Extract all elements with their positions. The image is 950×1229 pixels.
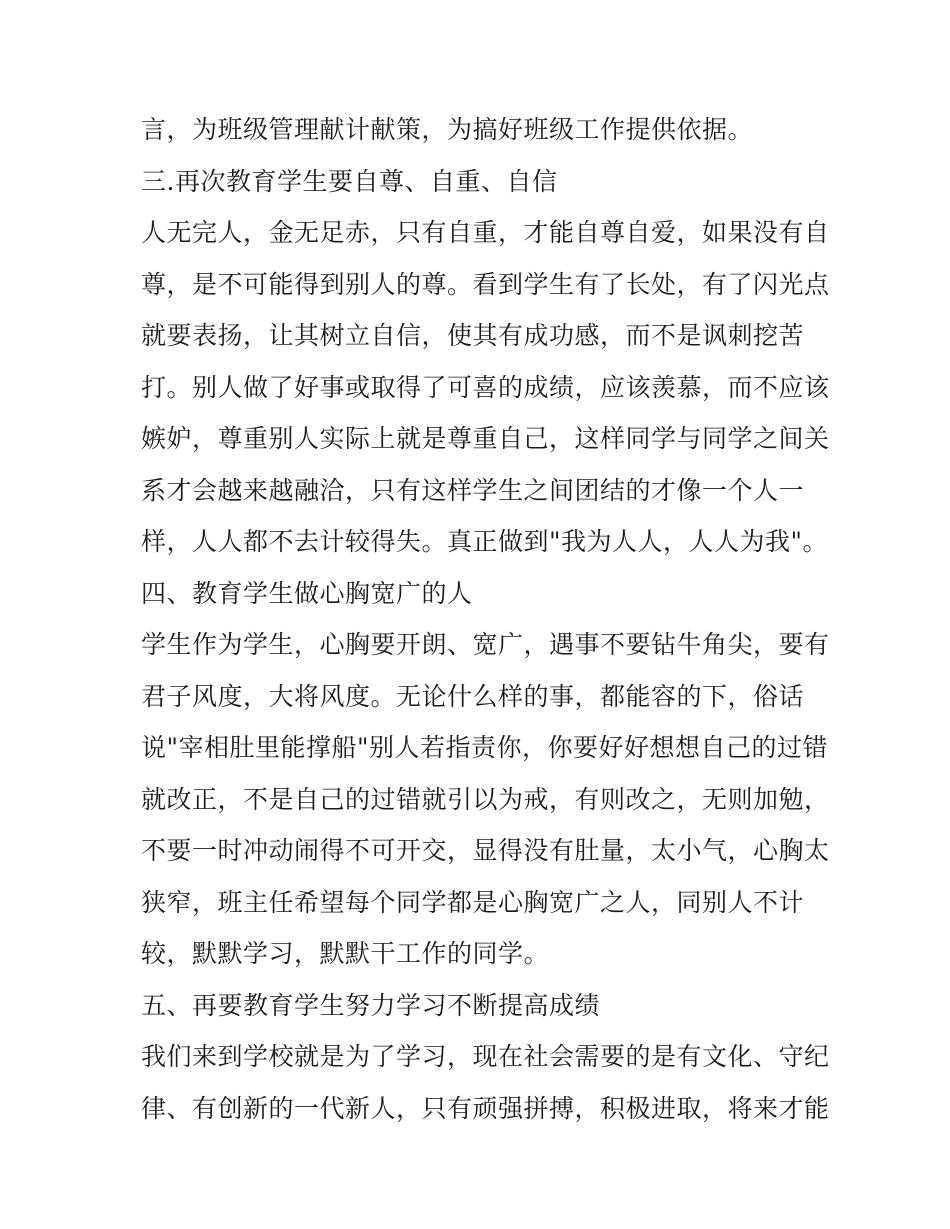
text-line: 人无完人，金无足赤，只有自重，才能自尊自爱，如果没有自 bbox=[141, 218, 830, 247]
text-line: 尊，是不可能得到别人的尊。看到学生有了长处，有了闪光点 bbox=[141, 269, 830, 299]
section-heading-4: 四、教育学生做心胸宽广的人 bbox=[141, 578, 473, 608]
text-line: 君子风度，大将风度。无论什么样的事，都能容的下，俗话 bbox=[141, 681, 805, 711]
text-line: 言，为班级管理献计献策，为搞好班级工作提供依据。 bbox=[141, 115, 754, 144]
text-line: 就改正，不是自己的过错就引以为戒，有则改之，无则加勉， bbox=[141, 784, 830, 814]
section-heading-3: 三.再次教育学生要自尊、自重、自信 bbox=[141, 166, 558, 196]
text-line: 律、有创新的一代新人，只有顽强拼搏，积极进取，将来才能 bbox=[141, 1093, 830, 1123]
text-line: 说"宰相肚里能撑船"别人若指责你，你要好好想想自己的过错 bbox=[141, 733, 829, 762]
text-line: 打。别人做了好事或取得了可喜的成绩，应该羡慕，而不应该 bbox=[141, 372, 830, 402]
section-heading-5: 五、再要教育学生努力学习不断提高成绩 bbox=[141, 990, 601, 1020]
text-line: 嫉妒，尊重别人实际上就是尊重自己，这样同学与同学之间关 bbox=[141, 424, 830, 453]
text-line: 就要表扬，让其树立自信，使其有成功感，而不是讽刺挖苦 bbox=[141, 321, 805, 350]
text-line: 我们来到学校就是为了学习，现在社会需要的是有文化、守纪 bbox=[141, 1042, 830, 1071]
text-line: 较，默默学习，默默干工作的同学。 bbox=[141, 939, 550, 968]
body-text bbox=[141, 104, 830, 1134]
text-line: 系才会越来越融洽，只有这样学生之间团结的才像一个人一 bbox=[141, 475, 805, 505]
text-line: 不要一时冲动闹得不可开交，显得没有肚量，太小气，心胸太 bbox=[141, 836, 830, 865]
text-line: 样，人人都不去计较得失。真正做到"我为人人，人人为我"。 bbox=[141, 527, 829, 556]
text-line: 狭窄，班主任希望每个同学都是心胸宽广之人，同别人不计 bbox=[141, 887, 805, 917]
text-line: 学生作为学生，心胸要开朗、宽广，遇事不要钻牛角尖，要有 bbox=[141, 630, 830, 659]
